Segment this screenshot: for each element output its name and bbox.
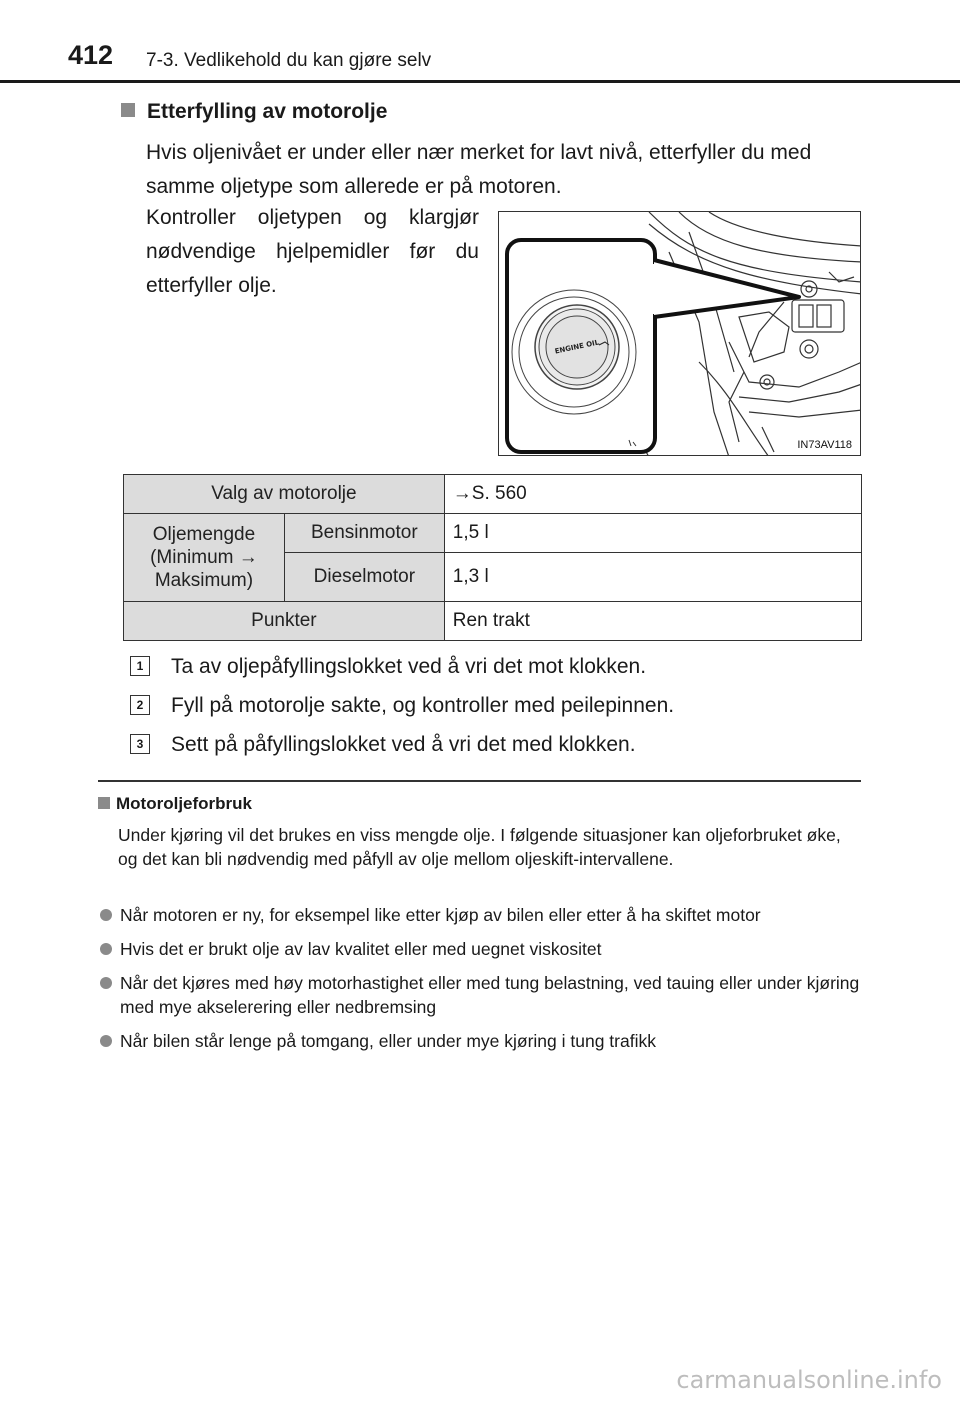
- circle-bullet-icon: [100, 1035, 112, 1047]
- cap-label: ENGINE OIL: [554, 338, 600, 356]
- table-row: [124, 602, 862, 641]
- step-text: Sett på påfyllingslokket ved å vri det med klokken.: [171, 733, 636, 756]
- circle-bullet-icon: [100, 977, 112, 989]
- square-bullet-icon: [121, 103, 135, 117]
- bullet-text: Når det kjøres med høy motorhastighet eller med tung belastning, ved tauing eller under kjøring med mye akselerering eller nedbremsing: [120, 973, 860, 1017]
- section-divider: [98, 780, 861, 782]
- bullet-text: Hvis det er brukt olje av lav kvalitet eller med uegnet viskositet: [120, 939, 602, 959]
- list-item: [98, 971, 862, 1019]
- list-item: [98, 1029, 862, 1053]
- circle-bullet-icon: [100, 943, 112, 955]
- table-value-petrol: 1,5 l: [444, 514, 861, 553]
- note-bullet-list: [98, 903, 862, 1063]
- section-heading: [121, 100, 387, 124]
- section-paragraph-2: Kontroller oljetypen og klargjør nødvendige hjelpemidler før du etterfyller olje.: [146, 206, 479, 297]
- list-item: [98, 903, 862, 927]
- list-item: [98, 937, 862, 961]
- page-number: 412: [68, 40, 114, 70]
- note-body: Under kjøring vil det brukes en viss mengde olje. I følgende situasjoner kan oljeforbruket øke, og det kan bli nødvendig med påfyll av olje mellom oljeskift-intervallene.: [118, 825, 841, 869]
- table-label-oil-type: Valg av motorolje: [124, 475, 445, 514]
- note-title: Motoroljeforbruk: [116, 794, 252, 813]
- header-rule: [0, 80, 960, 83]
- table-value-oil-type: →S. 560: [444, 475, 861, 514]
- step-text: Fyll på motorolje sakte, og kontroller med peilepinnen.: [171, 694, 675, 717]
- table-label-items: Punkter: [124, 602, 445, 641]
- step-number-badge: 1: [130, 656, 150, 676]
- note-heading: [98, 794, 252, 814]
- step-text: Ta av oljepåfyllingslokket ved å vri det mot klokken.: [171, 655, 647, 678]
- table-label-oil-quantity: Oljemengde (Minimum → Maksimum): [124, 514, 285, 602]
- table-value-items: Ren trakt: [444, 602, 861, 641]
- chapter-title: 7-3. Vedlikehold du kan gjøre selv: [146, 50, 432, 71]
- watermark: carmanualsonline.info: [676, 1366, 942, 1394]
- table-label-petrol: Bensinmotor: [284, 514, 444, 553]
- step-number-badge: 2: [130, 695, 150, 715]
- page-header: [0, 0, 960, 90]
- engine-bay-illustration: [499, 212, 861, 456]
- figure-code: IN73AV118: [797, 439, 852, 451]
- table-row: [124, 514, 862, 553]
- table-row: [124, 475, 862, 514]
- step-number-badge: 3: [130, 734, 150, 754]
- table-label-diesel: Dieselmotor: [284, 553, 444, 602]
- section-title: Etterfylling av motorolje: [147, 100, 388, 123]
- oil-spec-table: [123, 474, 862, 641]
- bullet-text: Når motoren er ny, for eksempel like etter kjøp av bilen eller etter å ha skiftet motor: [120, 905, 761, 925]
- circle-bullet-icon: [100, 909, 112, 921]
- square-bullet-icon: [98, 797, 110, 809]
- engine-oil-cap-figure: [498, 211, 861, 456]
- table-value-diesel: 1,3 l: [444, 553, 861, 602]
- bullet-text: Når bilen står lenge på tomgang, eller under mye kjøring i tung trafikk: [120, 1031, 656, 1051]
- section-paragraph-1: Hvis oljenivået er under eller nær merket for lavt nivå, etterfyller du med samme oljetype som allerede er på motoren.: [146, 141, 812, 198]
